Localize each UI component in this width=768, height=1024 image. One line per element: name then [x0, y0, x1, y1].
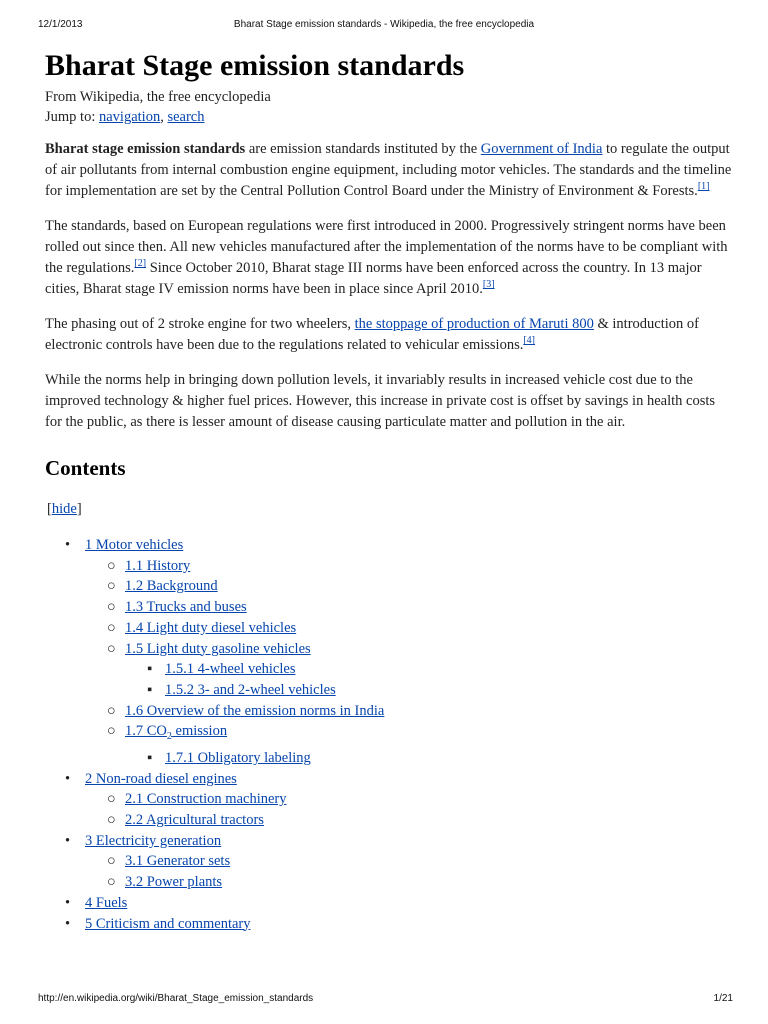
- bullet-icon: ○: [107, 557, 116, 574]
- toc-link-text: 4 Fuels: [85, 894, 128, 911]
- navigation-link[interactable]: navigation: [98, 109, 161, 125]
- bullet-icon: ○: [107, 599, 116, 616]
- article-content: [45, 48, 735, 934]
- toc-link[interactable]: [125, 641, 311, 657]
- toc-item: [45, 618, 735, 639]
- toc-item: [45, 851, 735, 872]
- hide-toc-link[interactable]: hide: [51, 501, 77, 517]
- toc-item: [45, 769, 735, 790]
- bullet-icon: ○: [107, 578, 116, 595]
- toc-link-text: 1.5.1 4-wheel vehicles: [165, 661, 296, 678]
- bullet-icon: •: [65, 770, 71, 787]
- toc-item: [45, 556, 735, 577]
- text-run: The standards, based on European regulations were first introduced in 2000. Progressively stringent norms have been rolled out since then. All new vehicles manufactured after the implementation of the norms have to be compliant with the regulations.: [45, 218, 728, 276]
- table-of-contents: [45, 535, 735, 934]
- lead-term: Bharat stage emission standards: [45, 141, 246, 157]
- text-run: Since October 2010, Bharat stage III norms have been enforced across the country. In 13 major cities, Bharat stage IV emission norms have been in place since April 2010.: [45, 260, 702, 297]
- bullet-icon: ○: [107, 619, 116, 636]
- print-url: http://en.wikipedia.org/wiki/Bharat_Stage_emission_standards: [38, 993, 314, 1004]
- toc-link-text: 1.5.2 3- and 2-wheel vehicles: [165, 681, 336, 698]
- ref-link[interactable]: [4]: [523, 335, 536, 347]
- text-run: are emission standards instituted by the: [245, 141, 481, 157]
- toc-link[interactable]: [125, 620, 296, 636]
- toc-item: [45, 639, 735, 660]
- toc-link-text: 1.1 History: [125, 557, 191, 574]
- ref-link[interactable]: [3]: [482, 279, 495, 291]
- subscript: 2: [166, 731, 172, 743]
- paragraph-phasing: [45, 314, 735, 356]
- toc-link-text: 3.1 Generator sets: [125, 853, 231, 870]
- toc-link[interactable]: [125, 558, 190, 574]
- toc-item: [45, 659, 735, 680]
- bullet-icon: ○: [107, 791, 116, 808]
- bullet-icon: ○: [107, 723, 116, 740]
- bullet-icon: •: [65, 832, 71, 849]
- bullet-icon: ○: [107, 874, 116, 891]
- toc-item: [45, 914, 735, 935]
- toc-item: [45, 748, 735, 769]
- toc-link[interactable]: [125, 723, 228, 743]
- search-link[interactable]: search: [167, 109, 205, 125]
- toc-link-text: 1.6 Overview of the emission norms in India: [125, 702, 385, 719]
- bullet-icon: ○: [107, 702, 116, 719]
- jump-to-label: Jump to:: [45, 109, 96, 125]
- toc-link-text: 1.4 Light duty diesel vehicles: [125, 619, 297, 636]
- toc-link-text: 1.7.1 Obligatory labeling: [165, 749, 311, 766]
- bracket: [: [47, 501, 52, 517]
- toc-link-text: 3.2 Power plants: [125, 874, 223, 891]
- bullet-icon: ▪: [147, 661, 153, 678]
- toc-link[interactable]: [85, 916, 251, 932]
- toc-item: [45, 597, 735, 618]
- text-run: to regulate the output of air pollutants from internal combustion engine equipment, including motor vehicles. The standards and the timeline for implementation are set by the Central Pollution Control Board under the Ministry of Environment & Forests.: [45, 141, 732, 199]
- toc-link-text: 1.5 Light duty gasoline vehicles: [125, 640, 311, 657]
- paragraph-intro: [45, 139, 735, 202]
- toc-link-tail: emission: [171, 723, 228, 740]
- text-run: & introduction of electronic controls have been due to the regulations related to vehicular emissions.: [45, 316, 699, 353]
- toc-link-text: 1.7 CO: [125, 723, 167, 740]
- jump-separator: ,: [160, 109, 164, 125]
- page-title: Bharat Stage emission standards: [45, 49, 465, 82]
- toc-link-text: 2 Non-road diesel engines: [85, 770, 237, 787]
- toc-link-text: 5 Criticism and commentary: [85, 915, 251, 932]
- toc-link-text: 2.1 Construction machinery: [125, 791, 287, 808]
- toc-item: [45, 893, 735, 914]
- toc-item: [45, 701, 735, 722]
- toc-link[interactable]: [165, 682, 336, 698]
- site-sub: [45, 87, 735, 107]
- toc-link[interactable]: [85, 537, 183, 553]
- paragraph-standards: [45, 216, 735, 300]
- ref-link[interactable]: [2]: [134, 258, 147, 270]
- toc-link[interactable]: [125, 791, 286, 807]
- maruti-800-link[interactable]: the stoppage of production of Maruti 800: [354, 316, 594, 332]
- bullet-icon: ○: [107, 812, 116, 829]
- jump-links: [45, 107, 735, 127]
- bullet-icon: •: [65, 915, 71, 932]
- print-title: Bharat Stage emission standards - Wikipedia, the free encyclopedia: [233, 19, 535, 30]
- bullet-icon: ○: [107, 640, 116, 657]
- toc-item: [45, 789, 735, 810]
- toc-link[interactable]: [125, 812, 264, 828]
- toc-link[interactable]: [85, 771, 237, 787]
- toc-link[interactable]: [125, 599, 247, 615]
- toc-link-text: 3 Electricity generation: [85, 832, 222, 849]
- toc-link[interactable]: [85, 833, 221, 849]
- page-number: 1/21: [713, 993, 733, 1004]
- ref-link[interactable]: [1]: [697, 181, 710, 193]
- toc-link-text: 2.2 Agricultural tractors: [125, 812, 264, 829]
- contents-heading: Contents: [45, 456, 126, 480]
- toc-item: [45, 831, 735, 852]
- toc-link-text: 1.3 Trucks and buses: [125, 599, 247, 616]
- from-text: From Wikipedia, the free encyclopedia: [45, 89, 271, 105]
- toc-toggle: [47, 499, 735, 519]
- toc-link[interactable]: [85, 895, 127, 911]
- toc-link[interactable]: [165, 750, 311, 766]
- toc-item: [45, 680, 735, 701]
- toc-link[interactable]: [125, 703, 384, 719]
- paragraph-costs: While the norms help in bringing down pollution levels, it invariably results in increased vehicle cost due to the improved technology & higher fuel prices. However, this increase in private cost is offset by savings in health costs for the public, as there is lesser amount of disease causing particulate matter and pollution in the air.: [45, 372, 716, 430]
- toc-link-text: 1.2 Background: [125, 578, 218, 595]
- toc-link[interactable]: [125, 874, 222, 890]
- toc-item: [45, 535, 735, 556]
- bullet-icon: ▪: [147, 749, 153, 766]
- toc-link[interactable]: [125, 578, 218, 594]
- bullet-icon: •: [65, 894, 71, 911]
- toc-link[interactable]: [125, 853, 230, 869]
- bullet-icon: ▪: [147, 681, 153, 698]
- toc-item: [45, 721, 735, 748]
- bullet-icon: ○: [107, 853, 116, 870]
- text-run: The phasing out of 2 stroke engine for two wheelers,: [45, 316, 355, 332]
- toc-link-text: 1 Motor vehicles: [85, 537, 184, 553]
- toc-item: [45, 872, 735, 893]
- bullet-icon: •: [65, 537, 71, 553]
- toc-item: [45, 576, 735, 597]
- print-date: 12/1/2013: [38, 19, 83, 30]
- toc-link[interactable]: [165, 661, 295, 677]
- government-of-india-link[interactable]: Government of India: [480, 141, 603, 157]
- toc-item: [45, 810, 735, 831]
- bracket: ]: [76, 501, 82, 517]
